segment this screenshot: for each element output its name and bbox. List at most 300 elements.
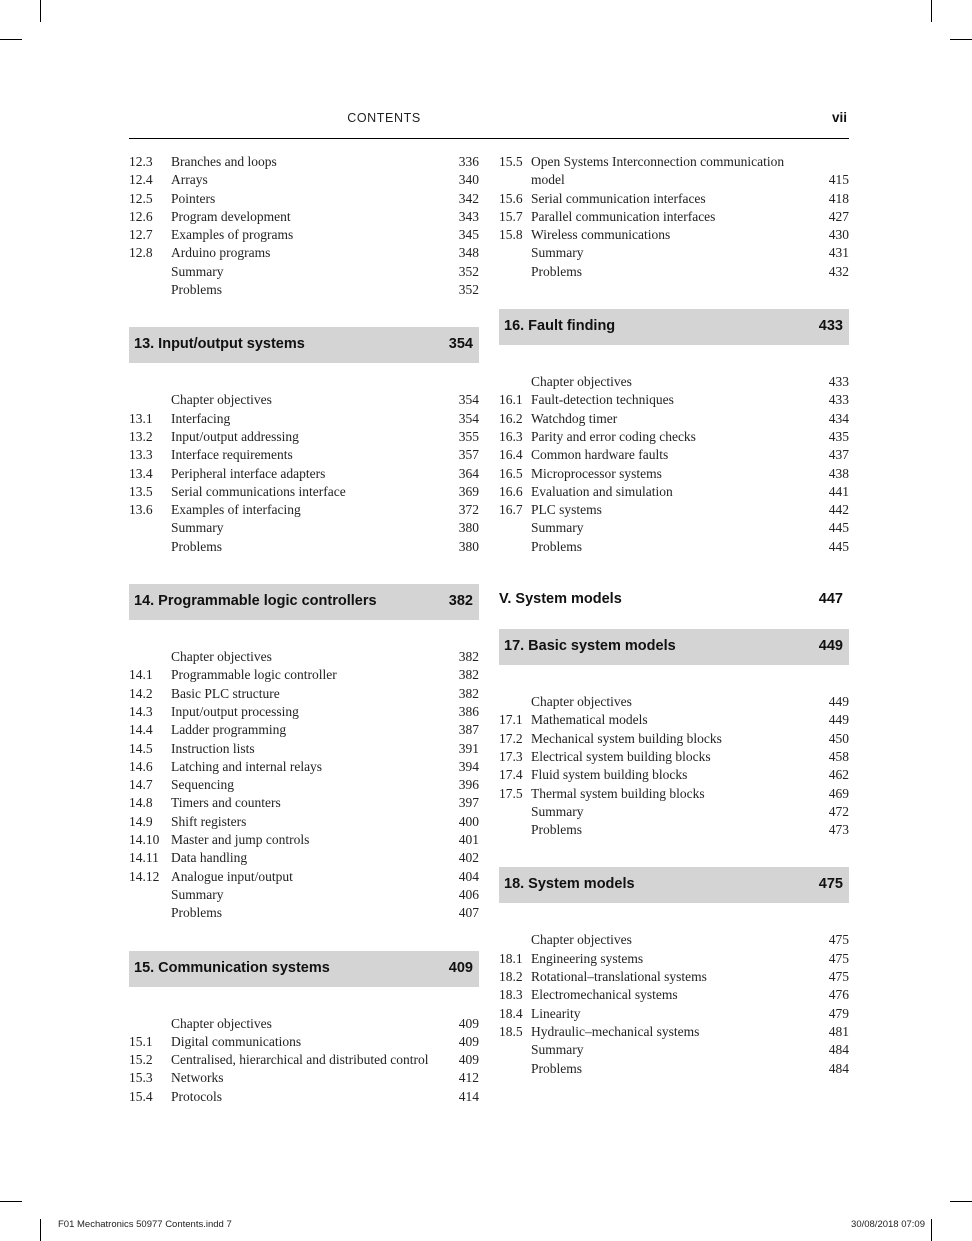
spacer (499, 281, 849, 309)
toc-entry (129, 501, 479, 519)
chapter-title: 15. Communication systems (134, 959, 330, 976)
entry-page: 357 (458, 447, 479, 463)
toc-entry (129, 263, 479, 281)
entry-title: Common hardware faults (531, 447, 669, 463)
entry-title: Summary (171, 520, 224, 536)
entry-title: Problems (171, 538, 223, 554)
entry-number: 16.2 (499, 410, 523, 426)
entry-title: Summary (171, 263, 224, 279)
entry-page: 387 (458, 722, 479, 738)
entry-title: Shift registers (171, 813, 247, 829)
chapter-heading (129, 951, 479, 987)
entry-title: Interface requirements (171, 447, 293, 463)
entry-title: Problems (531, 263, 583, 279)
crop-mark (40, 0, 41, 22)
entry-page: 415 (828, 172, 849, 188)
entry-page: 418 (828, 190, 849, 206)
entry-page: 449 (828, 694, 849, 710)
entry-title: Sequencing (171, 777, 234, 793)
toc-entry (129, 813, 479, 831)
entry-title: Ladder programming (171, 722, 287, 738)
spacer (499, 903, 849, 931)
entry-page: 427 (828, 208, 849, 224)
toc-entry (499, 821, 849, 839)
chapter-title: 18. System models (504, 876, 635, 893)
entry-number: 15.1 (129, 1033, 153, 1049)
entry-title: Chapter objectives (171, 649, 272, 665)
toc-entry (129, 153, 479, 171)
entry-number: 14.2 (129, 685, 153, 701)
entry-page: 407 (458, 905, 479, 921)
toc-entry (499, 730, 849, 748)
entry-title: Peripheral interface adapters (171, 465, 326, 481)
toc-entry-group (499, 931, 849, 1077)
entry-number: 17.2 (499, 730, 523, 746)
spacer (499, 665, 849, 693)
entry-page: 352 (458, 282, 479, 298)
entry-title: Electrical system building blocks (531, 748, 711, 764)
entry-page: 476 (828, 987, 849, 1003)
entry-title: Summary (171, 886, 224, 902)
toc-entry-group (129, 153, 479, 299)
entry-title: Fault-detection techniques (531, 392, 674, 408)
chapter-page: 409 (448, 959, 473, 976)
entry-title: Summary (531, 245, 584, 261)
toc-entry (499, 693, 849, 711)
entry-page: 479 (828, 1005, 849, 1021)
entry-number: 13.6 (129, 502, 153, 518)
entry-number: 12.8 (129, 245, 153, 261)
entry-number: 18.2 (499, 969, 523, 985)
entry-page: 343 (458, 208, 479, 224)
toc-entry (129, 1015, 479, 1033)
toc-entry (499, 968, 849, 986)
footer-datetime: 30/08/2018 07:09 (851, 1219, 925, 1230)
entry-page: 409 (458, 1015, 479, 1031)
entry-page: 386 (458, 703, 479, 719)
entry-number: 16.1 (499, 392, 523, 408)
crop-mark (40, 1219, 41, 1241)
toc-entry (499, 446, 849, 464)
toc-entry-group (129, 391, 479, 556)
toc-entry (129, 519, 479, 537)
chapter-page: 382 (448, 593, 473, 610)
spacer (129, 923, 479, 951)
chapter-title: 14. Programmable logic controllers (134, 593, 377, 610)
entry-page: 372 (458, 502, 479, 518)
toc-entry (499, 1005, 849, 1023)
toc-entry-group (499, 693, 849, 839)
entry-page: 401 (458, 832, 479, 848)
entry-number: 14.6 (129, 758, 153, 774)
entry-page: 445 (828, 538, 849, 554)
entry-page: 336 (458, 154, 479, 169)
entry-page: 400 (458, 813, 479, 829)
entry-title: Basic PLC structure (171, 685, 280, 701)
toc-entry (129, 1051, 479, 1069)
entry-page: 380 (458, 520, 479, 536)
toc-entry (499, 391, 849, 409)
toc-entry (129, 1033, 479, 1051)
entry-title: Parallel communication interfaces (531, 208, 716, 224)
entry-page: 473 (828, 822, 849, 838)
entry-title: Problems (531, 1060, 583, 1076)
entry-page: 355 (458, 428, 479, 444)
entry-number: 12.7 (129, 227, 153, 243)
toc-entry (499, 501, 849, 519)
spacer (499, 614, 849, 629)
entry-page: 348 (458, 245, 479, 261)
toc-entry (499, 465, 849, 483)
entry-number: 14.4 (129, 722, 153, 738)
entry-title: Examples of programs (171, 227, 294, 243)
toc-entry (499, 538, 849, 556)
entry-page: 450 (828, 730, 849, 746)
entry-title: Data handling (171, 850, 248, 866)
entry-title: Serial communications interface (171, 483, 346, 499)
part-heading (499, 584, 849, 614)
entry-number: 16.7 (499, 502, 523, 518)
toc-entry (499, 748, 849, 766)
running-header (129, 110, 849, 139)
entry-page: 394 (458, 758, 479, 774)
chapter-title: 13. Input/output systems (134, 336, 305, 353)
header-title: CONTENTS (347, 111, 421, 125)
entry-title: Problems (171, 905, 223, 921)
toc-entry (129, 190, 479, 208)
entry-number: 14.7 (129, 777, 153, 793)
toc-entry (129, 886, 479, 904)
entry-number: 13.1 (129, 410, 153, 426)
toc-entry (129, 648, 479, 666)
toc-entry (499, 1041, 849, 1059)
entry-page: 380 (458, 538, 479, 554)
toc-entry (129, 740, 479, 758)
entry-page: 484 (828, 1042, 849, 1058)
chapter-page: 433 (818, 318, 843, 335)
spacer (129, 620, 479, 648)
chapter-page: 449 (818, 638, 843, 655)
entry-number: 12.5 (129, 190, 153, 206)
entry-page: 406 (458, 886, 479, 902)
entry-page: 445 (828, 520, 849, 536)
entry-title: Electromechanical systems (531, 987, 678, 1003)
toc-entry (129, 849, 479, 867)
chapter-heading (499, 867, 849, 903)
toc-entry (129, 410, 479, 428)
crop-mark (931, 1219, 932, 1241)
entry-title: Chapter objectives (171, 392, 272, 408)
entry-page: 442 (828, 502, 849, 518)
spacer (499, 839, 849, 867)
entry-title: Pointers (171, 190, 216, 206)
entry-number: 17.5 (499, 785, 523, 801)
toc-entry-group (499, 153, 849, 281)
entry-page: 354 (458, 410, 479, 426)
toc-entry (499, 226, 849, 244)
entry-title: Latching and internal relays (171, 758, 323, 774)
entry-page: 462 (828, 767, 849, 783)
entry-number: 13.2 (129, 428, 153, 444)
spacer (129, 299, 479, 327)
toc-entry (499, 986, 849, 1004)
entry-title: Mechanical system building blocks (531, 730, 722, 746)
entry-page: 382 (458, 685, 479, 701)
entry-number: 17.3 (499, 748, 523, 764)
entry-number: 17.1 (499, 712, 523, 728)
entry-page: 484 (828, 1060, 849, 1076)
entry-page: 382 (458, 667, 479, 683)
entry-page: 409 (458, 1052, 479, 1068)
entry-number: 14.10 (129, 832, 160, 848)
entry-page: 441 (828, 483, 849, 499)
entry-title: Summary (531, 803, 584, 819)
crop-mark (950, 39, 972, 40)
entry-number: 14.11 (129, 850, 159, 866)
spacer (499, 345, 849, 373)
spacer (129, 363, 479, 391)
entry-page: 437 (828, 447, 849, 463)
toc-entry (499, 766, 849, 784)
entry-number: 13.4 (129, 465, 153, 481)
toc-entry (129, 244, 479, 262)
toc-entry (499, 153, 849, 190)
entry-number: 18.3 (499, 987, 523, 1003)
toc-entry (499, 410, 849, 428)
entry-number: 12.4 (129, 172, 153, 188)
entry-page: 409 (458, 1033, 479, 1049)
entry-page: 397 (458, 795, 479, 811)
entry-title: Linearity (531, 1005, 581, 1021)
toc-entry (129, 666, 479, 684)
entry-title: Arrays (171, 172, 208, 188)
entry-page: 391 (458, 740, 479, 756)
toc-entry (499, 519, 849, 537)
footer-file: F01 Mechatronics 50977 Contents.indd 7 (58, 1219, 232, 1230)
toc-entry (129, 685, 479, 703)
chapter-title: 16. Fault finding (504, 318, 616, 335)
entry-title: Arduino programs (171, 245, 271, 261)
entry-page: 414 (458, 1088, 479, 1104)
entry-number: 15.3 (129, 1070, 153, 1086)
toc-entry (499, 1023, 849, 1041)
entry-page: 469 (828, 785, 849, 801)
toc-entry (499, 190, 849, 208)
entry-page: 430 (828, 227, 849, 243)
entry-page: 435 (828, 428, 849, 444)
entry-title: Input/output processing (171, 703, 299, 719)
entry-title: Chapter objectives (531, 932, 632, 948)
entry-title: Fluid system building blocks (531, 767, 688, 783)
toc-entry (499, 208, 849, 226)
entry-title: Parity and error coding checks (531, 428, 696, 444)
entry-page: 472 (828, 803, 849, 819)
toc-entry (499, 373, 849, 391)
chapter-heading (129, 584, 479, 620)
toc-entry (129, 868, 479, 886)
entry-title: Interfacing (171, 410, 231, 426)
entry-title: Protocols (171, 1088, 223, 1104)
entry-page: 432 (828, 263, 849, 279)
entry-page: 352 (458, 263, 479, 279)
entry-page: 342 (458, 190, 479, 206)
entry-title: Centralised, hierarchical and distributed control (171, 1052, 429, 1068)
entry-number: 18.5 (499, 1023, 523, 1039)
entry-number: 15.2 (129, 1052, 153, 1068)
entry-title: Problems (531, 822, 583, 838)
entry-title: Problems (531, 538, 583, 554)
toc-left-column (129, 153, 479, 1106)
entry-title: Timers and counters (171, 795, 281, 811)
toc-entry (129, 538, 479, 556)
entry-title: Mathematical models (531, 712, 648, 728)
toc-entry-group (499, 373, 849, 556)
crop-mark (950, 1201, 972, 1202)
entry-number: 13.3 (129, 447, 153, 463)
entry-title: Branches and loops (171, 154, 277, 169)
chapter-page: 354 (448, 336, 473, 353)
toc-entry (499, 263, 849, 281)
part-title: V. System models (499, 591, 622, 608)
header-page-number: vii (831, 110, 847, 125)
entry-page: 449 (828, 712, 849, 728)
toc-entry (499, 803, 849, 821)
toc-entry (129, 391, 479, 409)
entry-title: Summary (531, 1042, 584, 1058)
entry-number: 18.1 (499, 950, 523, 966)
entry-title: Master and jump controls (171, 832, 310, 848)
entry-title: Engineering systems (531, 950, 644, 966)
entry-title: Summary (531, 520, 584, 536)
entry-number: 15.8 (499, 227, 523, 243)
toc-entry (129, 703, 479, 721)
entry-title: Evaluation and simulation (531, 483, 673, 499)
toc-entry (129, 226, 479, 244)
spacer (499, 556, 849, 584)
entry-number: 14.3 (129, 703, 153, 719)
chapter-heading (129, 327, 479, 363)
entry-page: 404 (458, 868, 479, 884)
entry-number: 15.5 (499, 154, 523, 169)
entry-page: 458 (828, 748, 849, 764)
entry-number: 13.5 (129, 483, 153, 499)
toc-entry (129, 281, 479, 299)
entry-page: 396 (458, 777, 479, 793)
part-page: 447 (818, 591, 843, 608)
entry-page: 481 (828, 1023, 849, 1039)
crop-mark (0, 39, 22, 40)
entry-page: 340 (458, 172, 479, 188)
entry-title: Hydraulic–mechanical systems (531, 1023, 700, 1039)
toc-entry (499, 950, 849, 968)
entry-number: 16.3 (499, 428, 523, 444)
entry-page: 382 (458, 649, 479, 665)
toc-entry (499, 483, 849, 501)
entry-title: Microprocessor systems (531, 465, 662, 481)
toc-entry (129, 171, 479, 189)
entry-title: Problems (171, 282, 223, 298)
entry-title: Open Systems Interconnection communication model (531, 154, 785, 188)
entry-number: 16.4 (499, 447, 523, 463)
entry-number: 14.5 (129, 740, 153, 756)
toc-entry (499, 244, 849, 262)
entry-title: Thermal system building blocks (531, 785, 705, 801)
entry-number: 14.1 (129, 667, 153, 683)
toc-entry (499, 428, 849, 446)
entry-number: 15.4 (129, 1088, 153, 1104)
entry-page: 438 (828, 465, 849, 481)
entry-number: 17.4 (499, 767, 523, 783)
entry-title: Rotational–translational systems (531, 969, 707, 985)
entry-number: 14.9 (129, 813, 153, 829)
toc-entry (499, 711, 849, 729)
toc-entry (129, 1088, 479, 1106)
entry-page: 345 (458, 227, 479, 243)
entry-title: Program development (171, 208, 291, 224)
entry-number: 15.6 (499, 190, 523, 206)
entry-number: 15.7 (499, 208, 523, 224)
toc-entry (129, 428, 479, 446)
spacer (129, 987, 479, 1015)
entry-page: 402 (458, 850, 479, 866)
chapter-page: 475 (818, 876, 843, 893)
toc-entry (129, 794, 479, 812)
toc-entry (499, 785, 849, 803)
entry-page: 433 (828, 392, 849, 408)
entry-page: 434 (828, 410, 849, 426)
entry-number: 14.12 (129, 868, 160, 884)
entry-title: Wireless communications (531, 227, 671, 243)
entry-title: Networks (171, 1070, 224, 1086)
toc-entry (129, 465, 479, 483)
entry-number: 12.3 (129, 154, 153, 169)
entry-title: Digital communications (171, 1033, 302, 1049)
entry-title: Examples of interfacing (171, 502, 301, 518)
entry-page: 433 (828, 374, 849, 390)
chapter-heading (499, 629, 849, 665)
entry-title: Serial communication interfaces (531, 190, 706, 206)
toc-entry (499, 931, 849, 949)
chapter-heading (499, 309, 849, 345)
entry-title: Watchdog timer (531, 410, 618, 426)
entry-number: 14.8 (129, 795, 153, 811)
entry-number: 16.5 (499, 465, 523, 481)
toc-entry (129, 1069, 479, 1087)
entry-title: Chapter objectives (171, 1015, 272, 1031)
entry-title: Input/output addressing (171, 428, 299, 444)
entry-page: 369 (458, 483, 479, 499)
entry-title: Analogue input/output (171, 868, 293, 884)
entry-number: 12.6 (129, 208, 153, 224)
entry-number: 16.6 (499, 483, 523, 499)
toc-entry (499, 1060, 849, 1078)
toc-entry (129, 446, 479, 464)
toc-entry (129, 831, 479, 849)
toc-entry (129, 721, 479, 739)
toc-entry-group (129, 648, 479, 922)
crop-mark (0, 1201, 22, 1202)
entry-page: 475 (828, 950, 849, 966)
toc-entry-group (129, 1015, 479, 1106)
entry-page: 412 (458, 1070, 479, 1086)
toc-entry (129, 483, 479, 501)
toc-entry (129, 208, 479, 226)
toc-entry (129, 776, 479, 794)
toc-entry (129, 758, 479, 776)
entry-page: 354 (458, 392, 479, 408)
entry-title: Programmable logic controller (171, 667, 337, 683)
entry-title: Chapter objectives (531, 374, 632, 390)
